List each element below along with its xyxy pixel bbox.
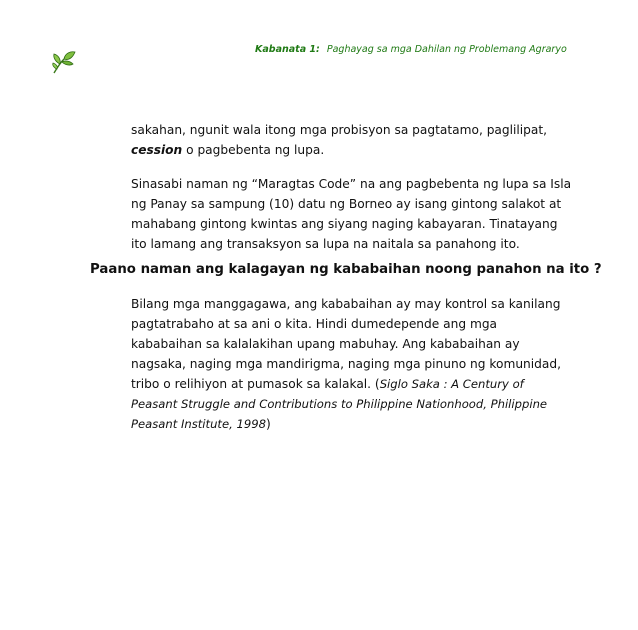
paragraph-1 [131,120,547,160]
paragraph-2-line: ito lamang ang transaksyon sa lupa na naitala sa panahong ito. [131,237,520,251]
citation-part-2: Peasant Struggle and Contributions to Philippine Nationhood, Philippine [131,397,548,411]
paragraph-2-line: Sinasabi naman ng “Maragtas Code” na ang pagbebenta ng lupa sa Isla [131,177,572,191]
citation-part-3: Peasant Institute, 1998 [131,417,266,431]
paragraph-3-line [131,374,561,394]
paragraph-3-line: Bilang mga manggagawa, ang kababaihan ay may kontrol sa kanilang [131,297,561,311]
chapter-title: Paghayag sa mga Dahilan ng Problemang Agraryo [326,44,567,55]
leaf-icon [50,48,78,76]
citation-part-1: Siglo Saka : A Century of [379,377,524,391]
citation-line-3 [131,414,561,434]
paragraph-2-line: mahabang gintong kwintas ang siyang naging kabayaran. Tinatayang [131,217,558,231]
paragraph-3-line: kababaihan sa kalalakihan upang mabuhay. Ang kababaihan ay [131,337,520,351]
paragraph-2-line: ng Panay sa sampung (10) datu ng Borneo ay isang gintong salakot at [131,197,562,211]
paragraph-1-line-2 [131,140,547,160]
paragraph-3-line-5-text: tribo o relihiyon at pumasok sa kalakal. ( [131,377,380,391]
chapter-header [255,44,567,55]
citation-line-2 [131,394,561,414]
cession-term: cession [131,143,183,157]
paragraph-1-line-1: sakahan, ngunit wala itong mga probisyon sa pagtatamo, paglilipat, [131,123,548,137]
paragraph-3 [131,294,561,434]
section-heading: Paano naman ang kalagayan ng kababaihan noong panahon na ito ? [90,262,602,277]
paragraph-3-line: pagtatrabaho at sa ani o kita. Hindi dumedepende ang mga [131,317,498,331]
chapter-label: Kabanata 1: [255,44,320,55]
paragraph-1-line-2-rest: o pagbebenta ng lupa. [182,143,325,157]
citation-close-paren: ) [265,417,271,431]
paragraph-2 [131,174,571,254]
paragraph-3-line: nagsaka, naging mga mandirigma, naging mga pinuno ng komunidad, [131,357,561,371]
